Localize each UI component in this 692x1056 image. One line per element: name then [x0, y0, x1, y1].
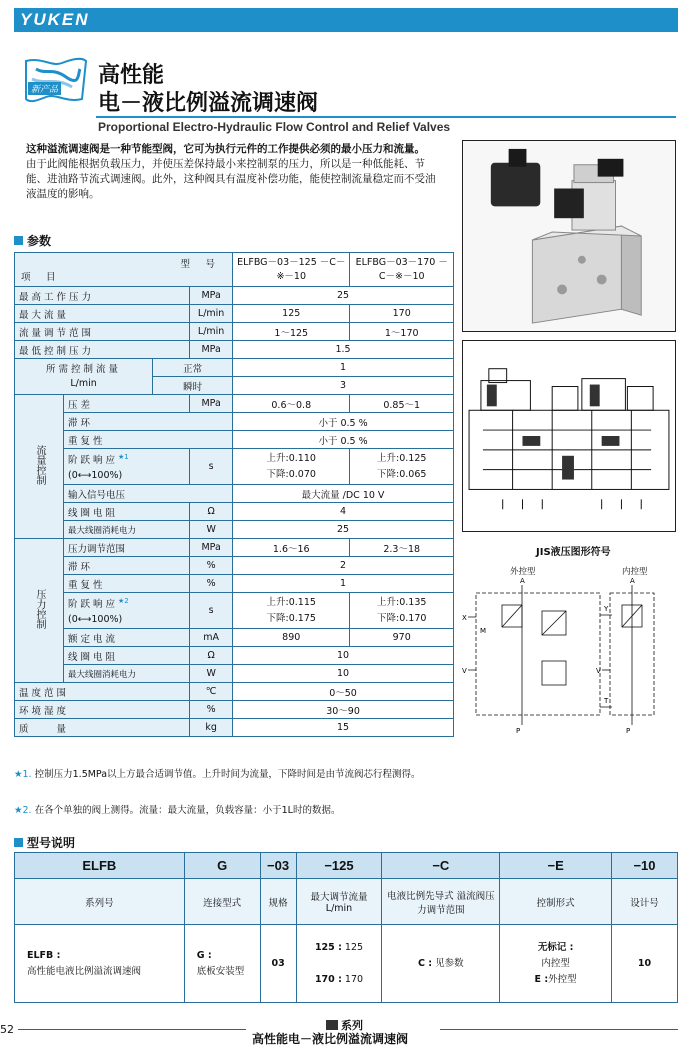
row-unit: kg: [190, 719, 233, 737]
desc-connection: G : 底板安装型: [184, 925, 260, 1003]
name-design: 设计号: [612, 879, 678, 925]
model-code-row: [15, 853, 678, 879]
row-unit: W: [190, 521, 233, 539]
row-label: 重复性: [64, 431, 233, 449]
table-row: [15, 395, 454, 413]
hdr-item: 项 目: [21, 272, 59, 283]
desc-design: 10: [612, 925, 678, 1003]
row-value: 1.5: [233, 341, 454, 359]
row-value: 4: [233, 503, 454, 521]
row-label: 最低控制压力: [15, 341, 190, 359]
code-connection: G: [184, 853, 260, 879]
top-banner: [14, 8, 678, 32]
table-row: [15, 503, 454, 521]
row-label: 阶跃响应$^{★1}$ (0⟷100%): [64, 449, 190, 485]
code-series: ELFB: [15, 853, 185, 879]
row-unit: MPa: [190, 395, 233, 413]
row-value: 15: [233, 719, 454, 737]
row-value: 小于 0.5 %: [233, 431, 454, 449]
desc-size: 03: [260, 925, 296, 1003]
footer-divider-left: [18, 1029, 246, 1030]
row-unit: Ω: [190, 647, 233, 665]
model-b: ELFBG－03－170 －C－※－10: [350, 253, 454, 287]
row-value-a: 上升:0.110 下降:0.070: [233, 449, 350, 485]
footer-title: 高性能电－液比例溢流调速阀: [252, 1032, 409, 1046]
table-header-row: [15, 253, 454, 287]
footnote-1: [14, 768, 454, 782]
jis-hydraulic-symbol: [462, 575, 676, 735]
port-x-label: X: [462, 614, 467, 622]
jis-title: JIS液压图形符号: [536, 547, 611, 558]
model-heading: [14, 834, 75, 851]
table-row: [15, 341, 454, 359]
section-square-icon: [14, 838, 23, 847]
name-connection: 连接型式: [184, 879, 260, 925]
row-value: 10: [233, 647, 454, 665]
page-title-line1: 高性能: [98, 63, 165, 88]
table-row: [15, 431, 454, 449]
row-value-a: 890: [233, 629, 350, 647]
table-row: [15, 413, 454, 431]
table-row: [15, 449, 454, 485]
table-row: [15, 719, 454, 737]
row-label: 最大线圈消耗电力: [64, 521, 190, 539]
row-unit: %: [190, 575, 233, 593]
table-row: [15, 665, 454, 683]
row-unit: L/min: [190, 323, 233, 341]
footer-series: 系列: [326, 1017, 363, 1033]
row-value-a: 1～125: [233, 323, 350, 341]
row-value: 30～90: [233, 701, 454, 719]
table-row: [15, 485, 454, 503]
table-row: [15, 629, 454, 647]
port-p-label: P: [516, 727, 521, 735]
row-unit: MPa: [190, 539, 233, 557]
code-design: −10: [612, 853, 678, 879]
row-unit: MPa: [190, 287, 233, 305]
name-pressure: 电液比例先导式 溢流阀压力调节范围: [382, 879, 500, 925]
row-unit: L/min: [190, 305, 233, 323]
sectional-drawing: [462, 340, 676, 532]
row-label: 质 量: [15, 719, 190, 737]
row-unit: MPa: [190, 341, 233, 359]
brand-logo: YUKEN: [20, 10, 90, 29]
row-unit: mA: [190, 629, 233, 647]
row-value: 2: [233, 557, 454, 575]
footnote-1-text: 控制压力1.5MPa以上方最合适调节值。上升时间为流量，下降时间是由节流阀芯行程测得。: [34, 769, 421, 780]
row-value-a: 0.6～0.8: [233, 395, 350, 413]
desc-flow: 125 : 125 170 : 170: [296, 925, 382, 1003]
row-value: 小于 0.5 %: [233, 413, 454, 431]
params-heading-text: 参数: [27, 234, 52, 248]
jis-internal-label: 内控型: [622, 567, 648, 577]
port-a-label: A: [520, 577, 525, 585]
table-row: [15, 647, 454, 665]
row-unit: ℃: [190, 683, 233, 701]
port-v-label: V: [462, 667, 467, 675]
table-row: [15, 683, 454, 701]
row-label: 压差: [64, 395, 190, 413]
code-size: −03: [260, 853, 296, 879]
port-y-label: Y: [604, 605, 609, 613]
row-value-b: 970: [350, 629, 454, 647]
footer-divider-right: [440, 1029, 678, 1030]
table-row: [15, 287, 454, 305]
row-label: 环境湿度: [15, 701, 190, 719]
table-row: [15, 575, 454, 593]
code-pressure: −C: [382, 853, 500, 879]
params-heading: [14, 232, 51, 249]
row-unit: Ω: [190, 503, 233, 521]
row-label: 输入信号电压: [64, 485, 233, 503]
row-value-b: 1～170: [350, 323, 454, 341]
row-unit: W: [190, 665, 233, 683]
table-row: [15, 539, 454, 557]
row-value: 10: [233, 665, 454, 683]
row-label: 压力调节范围: [64, 539, 190, 557]
table-row: [15, 359, 454, 377]
footnote-2-text: 在各个单独的阀上测得。流量：最大流量，负载容量：小于1L时的数据。: [34, 805, 341, 816]
row-label: 最高工作压力: [15, 287, 190, 305]
row-sub-label: 瞬时: [153, 377, 233, 395]
model-a: ELFBG－03－125 －C－※－10: [233, 253, 350, 287]
code-flow: −125: [296, 853, 382, 879]
row-value: 3: [233, 377, 454, 395]
page-number: 52: [0, 1023, 14, 1036]
port-v-label-int: V: [596, 667, 601, 675]
group-flow-control: 流量控制: [15, 395, 64, 539]
intro-text: [26, 142, 444, 202]
row-value-b: 2.3～18: [350, 539, 454, 557]
row-unit: s: [190, 593, 233, 629]
row-value-a: 1.6～16: [233, 539, 350, 557]
row-value: 0～50: [233, 683, 454, 701]
table-row: [15, 323, 454, 341]
desc-pressure: C : 见参数: [382, 925, 500, 1003]
intro-paragraph-2: 由于此阀能根据负载压力，并使压差保持最小来控制泵的压力，所以是一种低能耗、节能、进油路节流式调速阀。此外，这种阀具有温度补偿功能，能使控制流量稳定而不受油液温度的影响。: [26, 158, 436, 200]
new-product-badge: 新产品: [28, 82, 61, 95]
section-square-icon: [14, 236, 23, 245]
footnote-2-mark: ★2.: [14, 805, 32, 816]
row-value-a: 上升:0.115 下降:0.175: [233, 593, 350, 629]
port-p-label-int: P: [626, 727, 631, 735]
row-value-b: 170: [350, 305, 454, 323]
table-row: [15, 557, 454, 575]
new-product-logo: [22, 55, 90, 105]
row-value-b: 上升:0.125 下降:0.065: [350, 449, 454, 485]
row-value: 1: [233, 575, 454, 593]
row-value-b: 0.85～1: [350, 395, 454, 413]
table-row: [15, 701, 454, 719]
jis-external-label: 外控型: [510, 567, 536, 577]
row-label: 线圈电阻: [64, 647, 190, 665]
row-label: 温度范围: [15, 683, 190, 701]
name-series: 系列号: [15, 879, 185, 925]
code-control: −E: [500, 853, 612, 879]
footnote-1-mark: ★1.: [14, 769, 32, 780]
row-value-b: 上升:0.135 下降:0.170: [350, 593, 454, 629]
hdr-model: 型 号: [180, 259, 219, 270]
row-value-a: 125: [233, 305, 350, 323]
row-label: 最大流量: [15, 305, 190, 323]
name-control: 控制形式: [500, 879, 612, 925]
row-value: 25: [233, 287, 454, 305]
row-value: 25: [233, 521, 454, 539]
row-label: 最大线圈消耗电力: [64, 665, 190, 683]
row-label: 额定电流: [64, 629, 190, 647]
row-value: 1: [233, 359, 454, 377]
row-value: 最大流量 /DC 10 V: [233, 485, 454, 503]
table-row: [15, 521, 454, 539]
table-row: [15, 305, 454, 323]
params-table: [14, 252, 454, 737]
row-unit: %: [190, 701, 233, 719]
title-divider: [96, 116, 676, 118]
desc-series: ELFB : 高性能电液比例溢流调速阀: [15, 925, 185, 1003]
row-unit: s: [190, 449, 233, 485]
product-photo: [462, 140, 676, 332]
name-size: 规格: [260, 879, 296, 925]
port-m-label: M: [480, 627, 487, 635]
row-label: 线圈电阻: [64, 503, 190, 521]
row-label: 流量调节范围: [15, 323, 190, 341]
name-flow: 最大调节流量 L/min: [296, 879, 382, 925]
footnote-2: [14, 804, 454, 818]
row-sub-label: 正常: [153, 359, 233, 377]
model-desc-row: [15, 925, 678, 1003]
port-a-label-int: A: [630, 577, 635, 585]
page-title-line2: 电－液比例溢流调速阀: [98, 91, 319, 116]
row-label: 所需控制流量 L/min: [15, 359, 153, 395]
series-icon: [326, 1020, 338, 1030]
row-label: 滞环: [64, 413, 233, 431]
row-label: 重复性: [64, 575, 190, 593]
model-heading-text: 型号说明: [27, 836, 76, 850]
row-unit: %: [190, 557, 233, 575]
row-label: 滞环: [64, 557, 190, 575]
page-subtitle: Proportional Electro-Hydraulic Flow Control and Relief Valves: [98, 120, 451, 134]
model-code-table: [14, 852, 678, 1003]
group-pressure-control: 压力控制: [15, 539, 64, 683]
intro-paragraph-1: 这种溢流调速阀是一种节能型阀，它可为执行元件的工作提供必须的最小压力和流量。: [26, 143, 425, 155]
port-t-label: T: [604, 697, 609, 705]
model-name-row: [15, 879, 678, 925]
row-label: 阶跃响应$^{★2}$ (0⟷100%): [64, 593, 190, 629]
table-row: [15, 593, 454, 629]
desc-control: 无标记 : 内控型 E :外控型: [500, 925, 612, 1003]
